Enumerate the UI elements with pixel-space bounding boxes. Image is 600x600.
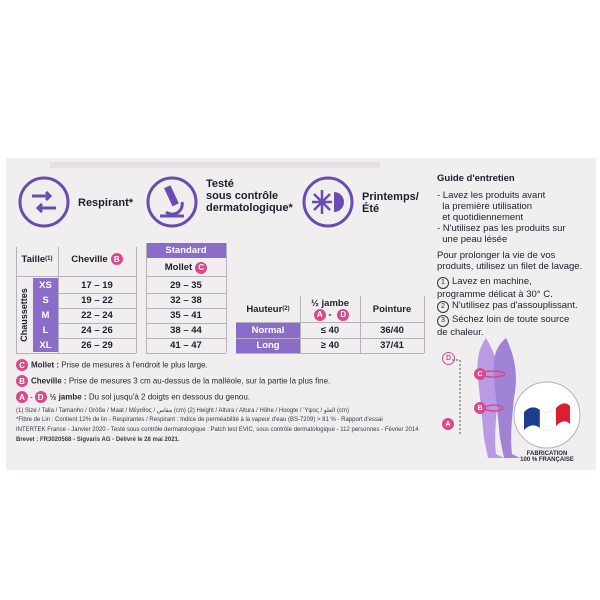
- divider: [424, 296, 425, 353]
- feature-label-respirant: Respirant*: [78, 197, 134, 209]
- divider: [58, 338, 136, 339]
- season-icon: [302, 176, 354, 228]
- top-strip: [50, 162, 380, 168]
- divider: [58, 293, 136, 294]
- care-bullet-1: - Lavez les produits avant la première utilisation et quotidiennement: [437, 190, 546, 223]
- care-step-2: 2 N'utilisez pas d'assouplissant.: [437, 300, 578, 313]
- note-fibre: *Fibre de Lin : Contient 12% de lin - Respirantes / Respirant : Indice de perméabilité à la vapeur d'eau (BS-7209) > 81 % - Rapport d'essai: [16, 417, 383, 423]
- note-jambe: A - D ½ jambe : Du sol jusqu'à 2 doigts en dessous du genou.: [16, 391, 250, 403]
- col-header-jambe: ½ jambe A - D: [310, 297, 350, 320]
- french-flag-seal-icon: [512, 380, 582, 450]
- divider: [236, 353, 424, 354]
- divider: [58, 247, 59, 353]
- size-xs: XS: [39, 280, 52, 291]
- size-xl: XL: [39, 340, 52, 351]
- care-bullet-2: - N'utilisez pas les produits sur une peau lésée: [437, 223, 566, 245]
- col-header-standard: Standard: [146, 243, 226, 258]
- note-size-height-translations: (1) Size / Talla / Tamanho / Größe / Maat / Μέγεθος / مقاس (cm) (2) Height / Altura / Altura / Höhe / Hoogte / Ύψος / العلو (cm): [16, 408, 350, 414]
- divider: [360, 296, 361, 353]
- mollet-l: 38 – 44: [170, 325, 202, 336]
- row-long: Long: [236, 338, 300, 353]
- row-header-chaussettes: Chaussettes: [19, 288, 29, 342]
- divider: [146, 353, 226, 354]
- diagram-label-a: A: [442, 418, 454, 430]
- cheville-xl: 26 – 29: [81, 340, 113, 351]
- divider: [146, 276, 226, 277]
- divider: [146, 308, 226, 309]
- mollet-m: 35 – 41: [170, 310, 202, 321]
- divider: [146, 338, 226, 339]
- care-step-1: 1 Lavez en machine, programme délicat à 30° C.: [437, 276, 553, 300]
- size-s: S: [42, 295, 49, 306]
- divider: [300, 296, 301, 353]
- divider: [236, 322, 424, 323]
- size-l: L: [42, 325, 49, 336]
- divider: [16, 353, 136, 354]
- col-header-pointure: Pointure: [372, 303, 412, 315]
- mollet-xs: 29 – 35: [170, 280, 202, 291]
- care-step-3: 3 Séchez loin de toute source de chaleur.: [437, 314, 570, 338]
- note-intertek: INTERTEK France - Janvier 2020 - Testé sous contrôle dermatologique : Patch test EVIC, sous contrôle dermatologique - 112 personnes - Février 2014: [16, 427, 419, 433]
- cheville-m: 22 – 24: [81, 310, 113, 321]
- divider: [16, 247, 17, 353]
- divider: [226, 243, 227, 353]
- mollet-xl: 41 – 47: [170, 340, 202, 351]
- note-mollet: C Mollet : Prise de mesures à l'endroit le plus large.: [16, 359, 208, 371]
- pointure-normal: 36/40: [380, 325, 404, 336]
- divider: [146, 293, 226, 294]
- cheville-l: 24 – 26: [81, 325, 113, 336]
- care-intro: Pour prolonger la vie de vos produits, utilisez un filet de lavage.: [437, 250, 583, 272]
- pointure-long: 37/41: [380, 340, 404, 351]
- microscope-icon: [146, 176, 198, 228]
- col-header-taille: Taille (1): [21, 253, 53, 265]
- divider: [146, 323, 226, 324]
- divider: [136, 247, 137, 353]
- cheville-s: 19 – 22: [81, 295, 113, 306]
- diagram-label-b: B: [474, 402, 486, 414]
- cheville-xs: 17 – 19: [81, 280, 113, 291]
- care-guide-title: Guide d'entretien: [437, 173, 515, 184]
- diagram-label-d: D: [442, 352, 455, 365]
- note-brevet: Brevet : FR3020568 - Sigvaris AG - Délivré le 28 mai 2021.: [16, 437, 180, 443]
- divider: [236, 338, 424, 339]
- breathable-icon: [18, 176, 70, 228]
- jambe-long: ≥ 40: [320, 340, 340, 351]
- divider: [58, 308, 136, 309]
- jambe-normal: ≤ 40: [320, 325, 340, 336]
- feature-label-teste: Testé sous contrôle dermatologique*: [206, 178, 293, 214]
- note-cheville: B Cheville : Prise de mesures 3 cm au-dessus de la malléole, sur la partie la plus fine.: [16, 375, 330, 387]
- col-header-hauteur: Hauteur (2): [246, 303, 290, 315]
- diagram-label-c: C: [474, 368, 486, 380]
- col-header-cheville: Cheville B: [58, 247, 136, 271]
- feature-label-printemps: Printemps/ Été: [362, 191, 419, 215]
- divider: [146, 243, 147, 353]
- fabrication-label: FABRICATION 100 % FRANÇAISE: [520, 451, 574, 463]
- divider: [16, 276, 136, 277]
- mollet-s: 32 – 38: [170, 295, 202, 306]
- size-m: M: [41, 310, 50, 321]
- col-header-mollet: Mollet C: [146, 259, 226, 276]
- divider: [58, 323, 136, 324]
- row-normal: Normal: [236, 323, 300, 338]
